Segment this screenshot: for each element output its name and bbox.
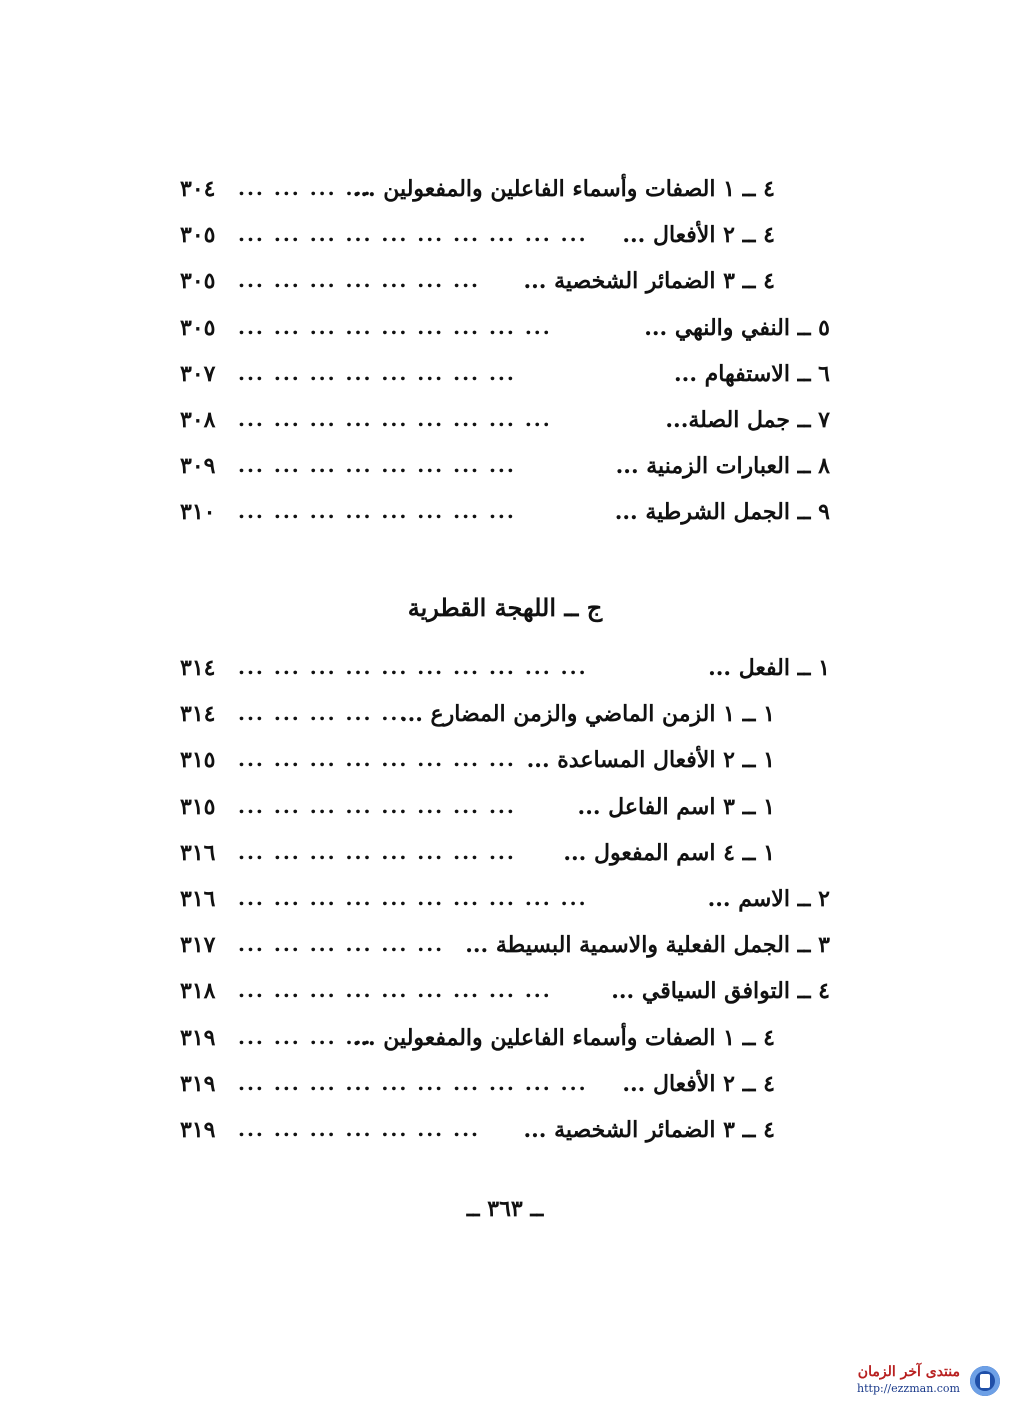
toc-entry xyxy=(180,655,830,695)
toc-entry-title: ٤ ــ التوافق السياقي ... xyxy=(611,978,830,1005)
toc-leader-dots: ... ... ... ... ... ... ... ... xyxy=(238,453,516,478)
toc-entry-title: ٤ ــ ١ الصفات وأسماء الفاعلين والمفعولين ... xyxy=(352,1024,775,1051)
toc-entry-page: ٣١٩ xyxy=(180,1024,216,1051)
toc-entry xyxy=(180,176,830,216)
toc-leader-dots: ... ... ... ... xyxy=(238,176,373,200)
toc-entry-page: ٣١٤ xyxy=(180,655,216,681)
toc-entry xyxy=(180,1025,830,1065)
toc-entry-page: ٣١٨ xyxy=(180,978,216,1005)
watermark xyxy=(800,1362,1000,1402)
toc-leader-dots: ... ... ... ... ... ... ... ... ... ... xyxy=(238,1070,588,1095)
toc-entry xyxy=(180,978,830,1018)
toc-entry-title: ٨ ــ العبارات الزمنية ... xyxy=(615,453,830,480)
toc-entry-page: ٣١٥ xyxy=(180,747,216,774)
toc-entry-title: ١ ــ ٢ الأفعال المساعدة ... xyxy=(526,747,775,774)
toc-leader-dots: ... ... ... ... ... ... ... ... xyxy=(238,793,516,818)
toc-entry xyxy=(180,1071,830,1111)
toc-entry-page: ٣٠٥ xyxy=(180,314,216,341)
toc-entry-title: ١ ــ ٣ اسم الفاعل ... xyxy=(577,793,775,820)
toc-entry-page: ٣٠٥ xyxy=(180,268,216,295)
toc-leader-dots: ... ... ... ... xyxy=(238,1024,373,1049)
toc-entry xyxy=(180,886,830,926)
watermark-url: http://ezzman.com xyxy=(857,1382,960,1395)
toc-entry xyxy=(180,222,830,262)
toc-leader-dots: ... ... ... ... ... ... ... ... ... xyxy=(238,407,552,431)
toc-entry-title: ٤ ــ ٢ الأفعال ... xyxy=(622,1070,775,1097)
toc-entry xyxy=(180,361,830,401)
toc-leader-dots: ... ... ... ... ... ... ... ... xyxy=(238,360,516,385)
toc-entry xyxy=(180,1117,830,1157)
toc-entry-title: ١ ــ ٤ اسم المفعول ... xyxy=(563,839,775,866)
toc-entry xyxy=(180,453,830,493)
toc-entry xyxy=(180,840,830,880)
toc-entry xyxy=(180,315,830,355)
toc-entry-title: ٤ ــ ١ الصفات وأسماء الفاعلين والمفعولين ... xyxy=(352,176,775,202)
toc-entry-page: ٣١٩ xyxy=(180,1070,216,1097)
toc-entry-title: ٧ ــ جمل الصلة... xyxy=(665,407,830,433)
toc-entry xyxy=(180,407,830,447)
toc-entry xyxy=(180,932,830,972)
toc-leader-dots: ... ... ... ... ... ... ... ... ... ... xyxy=(238,886,588,910)
toc-entry xyxy=(180,499,830,539)
toc-entry-page: ٣١٥ xyxy=(180,793,216,820)
toc-leader-dots: ... ... ... ... ... ... ... xyxy=(238,268,480,293)
toc-leader-dots: ... ... ... ... ... ... ... ... xyxy=(238,747,516,772)
toc-entry-title: ١ ــ ١ الزمن الماضي والزمن المضارع ... xyxy=(399,701,775,728)
toc-entry-page: ٣١٦ xyxy=(180,839,216,866)
toc-entry-title: ٩ ــ الجمل الشرطية ... xyxy=(614,499,830,526)
section-title: ج ــ اللهجة القطرية xyxy=(407,593,603,622)
toc-entry-title: ٢ ــ الاسم ... xyxy=(707,886,830,912)
toc-entry-title: ٥ ــ النفي والنهي ... xyxy=(644,314,830,341)
toc-leader-dots: ... ... ... ... ... ... ... xyxy=(238,1117,480,1141)
toc-entry-title: ٦ ــ الاستفهام ... xyxy=(674,360,830,387)
toc-entry-title: ٤ ــ ٢ الأفعال ... xyxy=(622,222,775,249)
toc-leader-dots: ... ... ... ... ... ... ... ... ... ... xyxy=(238,655,588,679)
watermark-name: منتدى آخر الزمان xyxy=(857,1364,960,1380)
toc-entry xyxy=(180,747,830,787)
toc-entry-page: ٣٠٥ xyxy=(180,222,216,249)
toc-entry-page: ٣١٠ xyxy=(180,499,216,526)
toc-entry-title: ١ ــ الفعل ... xyxy=(708,655,830,681)
toc-entry-title: ٣ ــ الجمل الفعلية والاسمية البسيطة ... xyxy=(465,932,830,959)
toc-entry-page: ٣١٤ xyxy=(180,701,216,728)
toc-leader-dots: ... ... ... ... ... ... xyxy=(238,932,445,957)
toc-entry xyxy=(180,268,830,308)
toc-entry-page: ٣١٧ xyxy=(180,932,216,959)
toc-entry-page: ٣٠٤ xyxy=(180,176,216,202)
toc-leader-dots: ... ... ... ... ... ... ... ... ... ... xyxy=(238,222,588,247)
toc-entry-title: ٤ ــ ٣ الضمائر الشخصية ... xyxy=(523,268,775,295)
toc-entry-page: ٣٠٩ xyxy=(180,453,216,480)
toc-entry-page: ٣١٦ xyxy=(180,886,216,912)
forum-logo-icon xyxy=(970,1366,1000,1396)
toc-entry xyxy=(180,794,830,834)
toc-leader-dots: ... ... ... ... ... xyxy=(238,701,409,726)
toc-leader-dots: ... ... ... ... ... ... ... ... ... xyxy=(238,314,552,339)
toc-entry-title: ٤ ــ ٣ الضمائر الشخصية ... xyxy=(523,1117,775,1143)
toc-leader-dots: ... ... ... ... ... ... ... ... ... xyxy=(238,978,552,1003)
toc-leader-dots: ... ... ... ... ... ... ... ... xyxy=(238,839,516,864)
toc-entry-page: ٣١٩ xyxy=(180,1117,216,1143)
toc-entry-page: ٣٠٨ xyxy=(180,407,216,433)
toc-entry xyxy=(180,701,830,741)
toc-entry-page: ٣٠٧ xyxy=(180,360,216,387)
page-number: ــ ٣٦٣ ــ xyxy=(466,1196,544,1222)
toc-leader-dots: ... ... ... ... ... ... ... ... xyxy=(238,499,516,524)
